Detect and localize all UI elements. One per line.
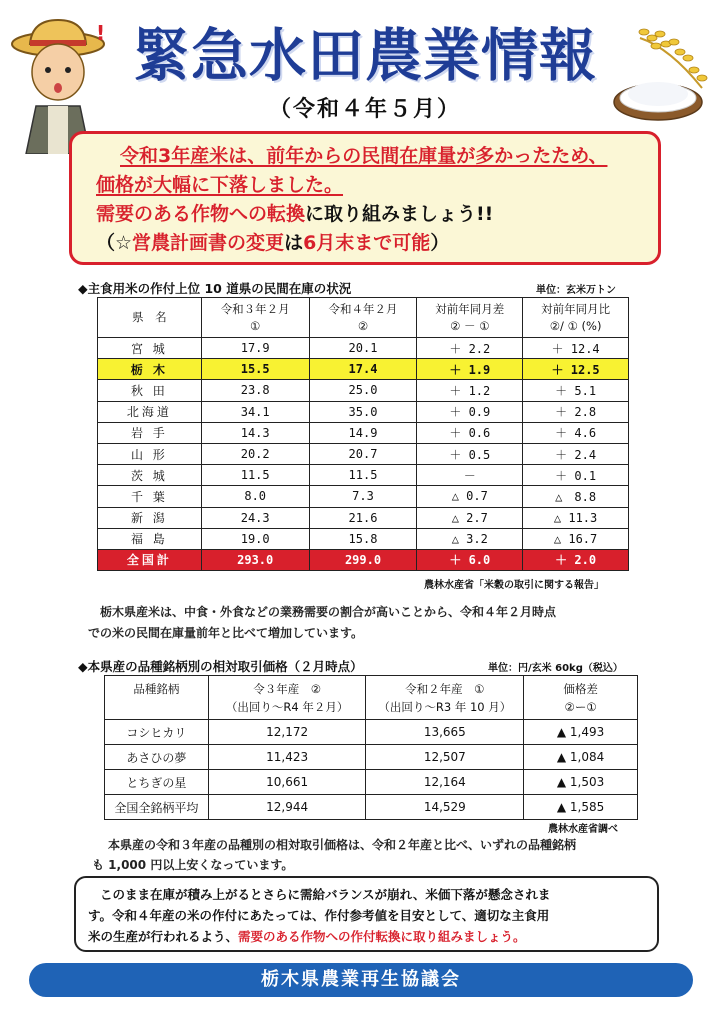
header-label: 令和４年２月 (328, 301, 398, 316)
alert-line-4 (96, 229, 644, 258)
table-cell: △ 0.7 (417, 486, 523, 507)
notice-line-3 (88, 926, 647, 947)
table-cell: コシヒカリ (105, 720, 209, 745)
table-row (98, 338, 629, 359)
table-cell: △ 3.2 (417, 528, 523, 549)
table-row (105, 795, 638, 820)
inventory-table-header (98, 298, 629, 338)
header-label: 対前年同月差 (435, 301, 505, 316)
table-row (98, 443, 629, 464)
table-cell: 11,423 (208, 745, 366, 770)
table-cell: ＋ 0.9 (417, 401, 523, 422)
table-cell: 15.8 (309, 528, 417, 549)
table-cell: △ 16.7 (523, 528, 629, 549)
table-row (105, 770, 638, 795)
section1-heading: ◆主食用米の作付上位 10 道県の民間在庫の状況 (78, 281, 352, 296)
header-cell (105, 676, 209, 720)
total-row (98, 549, 629, 570)
notice-box (74, 876, 659, 952)
table-cell: ＋ 0.1 (523, 465, 629, 486)
svg-text:!: ! (96, 21, 106, 45)
footer-organization: 栃木県農業再生協議会 (29, 963, 693, 997)
table-cell: 10,661 (208, 770, 366, 795)
header-cell (309, 298, 417, 338)
table-cell: 岩 手 (98, 422, 202, 443)
notice-line-3-red: 需要のある作物への作付転換に取り組みましょう。 (238, 929, 526, 944)
table-cell: 新 潟 (98, 507, 202, 528)
table-cell: 11.5 (309, 465, 417, 486)
table-cell: 栃 木 (98, 359, 202, 380)
table-cell: 宮 城 (98, 338, 202, 359)
table-row (98, 486, 629, 507)
table-cell: 24.3 (201, 507, 309, 528)
header-cell (523, 298, 629, 338)
table-cell: 293.0 (201, 549, 309, 570)
table-cell: あさひの夢 (105, 745, 209, 770)
section1-source: 農林水産省「米穀の取引に関する報告」 (424, 580, 604, 591)
table-row (105, 745, 638, 770)
table-cell: － (417, 465, 523, 486)
alert-line-4-a: （☆ (96, 232, 133, 254)
alert-line-4-red1: 営農計画書の変更 (132, 232, 285, 254)
table-cell: 20.7 (309, 443, 417, 464)
header-sub: ① (250, 318, 261, 333)
table-cell: 35.0 (309, 401, 417, 422)
table-cell: 12,944 (208, 795, 366, 820)
table-cell: 17.9 (201, 338, 309, 359)
table-cell: 299.0 (309, 549, 417, 570)
table-cell: ＋ 0.5 (417, 443, 523, 464)
table-cell: 山 形 (98, 443, 202, 464)
section1-unit: 単位：玄米万トン (536, 285, 616, 296)
table-cell: 17.4 (309, 359, 417, 380)
table-row (98, 465, 629, 486)
table-cell: ＋ 1.9 (417, 359, 523, 380)
alert-line-3 (96, 200, 644, 229)
table-cell: 20.1 (309, 338, 417, 359)
table-cell: ＋ 2.2 (417, 338, 523, 359)
header-label: 令３年産 ② (253, 681, 322, 696)
notice-line-1: このまま在庫が積み上がるとさらに需給バランスが崩れ、米価下落が懸念されま (100, 887, 551, 902)
rice-bowl-illustration (610, 18, 720, 138)
price-table-header (105, 676, 638, 720)
table-cell: ＋ 0.6 (417, 422, 523, 443)
section2-source: 農林水産省調べ (548, 824, 618, 835)
header-cell (98, 298, 202, 338)
notice-line-3-a: 米の生産が行われるよう、 (88, 929, 239, 944)
header-sub: （出回り～R3 年 10 月） (378, 699, 512, 714)
section2-paragraph-1: 本県産の令和３年産の品種別の相対取引価格は、令和２年産と比べ、いずれの品種銘柄 (108, 838, 577, 852)
table-cell: 全国計 (98, 549, 202, 570)
table-row (98, 422, 629, 443)
table-cell: 25.0 (309, 380, 417, 401)
header-label: 価格差 (563, 681, 598, 696)
table-cell: ▲ 1,503 (524, 770, 638, 795)
header-sub: ②ー① (564, 699, 597, 714)
header-label: 品種銘柄 (133, 681, 180, 696)
table-cell: 14.9 (309, 422, 417, 443)
table-cell: 14,529 (366, 795, 524, 820)
table-cell: 12,172 (208, 720, 366, 745)
section2-heading: ◆本県産の品種銘柄別の相対取引価格（２月時点） (78, 659, 363, 674)
header-label: 令和３年２月 (220, 301, 290, 316)
table-cell: 13,665 (366, 720, 524, 745)
table-cell: 11.5 (201, 465, 309, 486)
alert-line-2: 価格が大幅に下落しました。 (96, 174, 344, 196)
table-cell: ＋ 1.2 (417, 380, 523, 401)
header-label: 県 名 (132, 310, 167, 324)
table-cell: ▲ 1,084 (524, 745, 638, 770)
table-row (98, 380, 629, 401)
table-cell: 14.3 (201, 422, 309, 443)
table-cell: ＋ 4.6 (523, 422, 629, 443)
table-cell: △ 8.8 (523, 486, 629, 507)
table-cell: 20.2 (201, 443, 309, 464)
table-cell: 12,507 (366, 745, 524, 770)
header-sub: （出回り～R4 年２月） (225, 699, 349, 714)
header-cell (201, 298, 309, 338)
alert-line-4-b: は (284, 232, 304, 254)
page-subtitle: （令和４年５月） (268, 97, 461, 122)
header-sub: ②/ ① (%) (549, 318, 602, 333)
alert-box (69, 131, 661, 265)
table-cell: ＋ 12.4 (523, 338, 629, 359)
header-cell (417, 298, 523, 338)
table-cell: 34.1 (201, 401, 309, 422)
table-cell: 21.6 (309, 507, 417, 528)
notice-line-2: す。令和４年産の米の作付にあたっては、作付参考値を目安として、適切な主食用 (88, 908, 550, 923)
table-cell: 19.0 (201, 528, 309, 549)
header-cell (366, 676, 524, 720)
header-sub: ② (357, 318, 369, 333)
table-cell: ＋ 2.4 (523, 443, 629, 464)
header-label: 対前年同月比 (541, 301, 611, 316)
alert-line-3-red: 需要のある作物への転換 (96, 203, 306, 225)
price-table (104, 675, 638, 820)
table-row (98, 359, 629, 380)
section1-paragraph-2: での米の民間在庫量前年と比べて増加しています。 (88, 626, 364, 640)
table-cell: 秋 田 (98, 380, 202, 401)
table-cell: 茨 城 (98, 465, 202, 486)
section1-paragraph-1: 栃木県産米は、中食・外食などの業務需要の割合が高いことから、令和４年２月時点 (100, 605, 557, 619)
section2-unit: 単位：円/玄米 60kg（税込） (488, 663, 623, 674)
table-row (105, 720, 638, 745)
table-cell: ＋ 5.1 (523, 380, 629, 401)
table-cell: ＋ 2.0 (523, 549, 629, 570)
alert-line-3-rest: に取り組みましょう!! (305, 203, 494, 225)
table-cell: 7.3 (309, 486, 417, 507)
table-cell: ＋ 2.8 (523, 401, 629, 422)
alert-line-1: 令和3年産米は、前年からの民間在庫量が多かったため、 (120, 145, 608, 167)
table-row (98, 507, 629, 528)
table-row (98, 528, 629, 549)
alert-line-4-c: ） (430, 232, 450, 254)
table-cell: 15.5 (201, 359, 309, 380)
table-cell: ＋ 12.5 (523, 359, 629, 380)
table-cell: 8.0 (201, 486, 309, 507)
table-cell: 北海道 (98, 401, 202, 422)
header-sub: ② － ① (450, 318, 490, 333)
table-cell: ▲ 1,585 (524, 795, 638, 820)
table-row (98, 401, 629, 422)
page-title: 緊急水田農業情報 (133, 23, 597, 89)
table-cell: 全国全銘柄平均 (105, 795, 209, 820)
header-label: 令和２年産 ① (405, 681, 485, 696)
table-cell: 福 島 (98, 528, 202, 549)
table-cell: △ 11.3 (523, 507, 629, 528)
section2-paragraph-2: も 1,000 円以上安くなっています。 (92, 858, 294, 872)
table-cell: ＋ 6.0 (417, 549, 523, 570)
header-cell (524, 676, 638, 720)
header-cell (208, 676, 366, 720)
table-cell: ▲ 1,493 (524, 720, 638, 745)
table-cell: 12,164 (366, 770, 524, 795)
table-cell: △ 2.7 (417, 507, 523, 528)
alert-line-4-red2: 6月末まで可能 (303, 232, 431, 254)
inventory-table (97, 297, 629, 571)
table-cell: 23.8 (201, 380, 309, 401)
table-cell: とちぎの星 (105, 770, 209, 795)
table-cell: 千 葉 (98, 486, 202, 507)
